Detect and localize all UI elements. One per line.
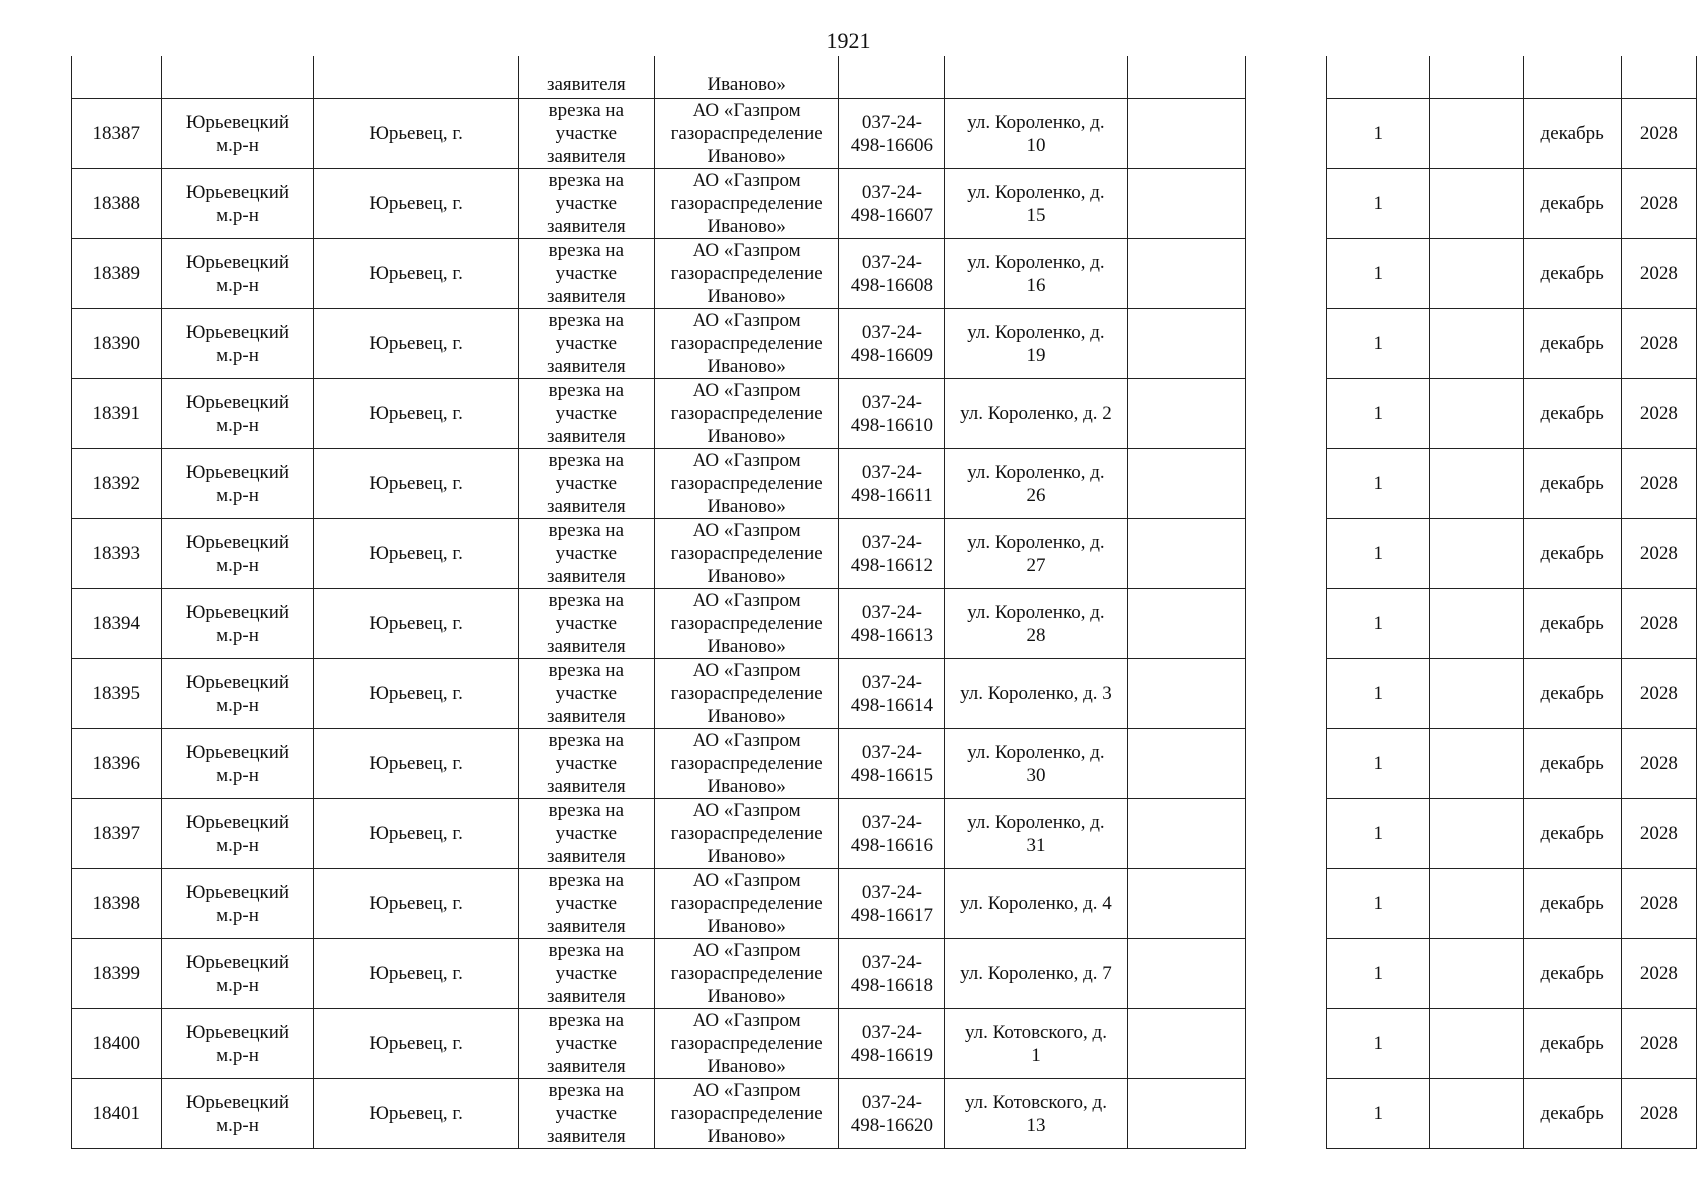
cell-address: ул. Короленко, д. 31: [945, 799, 1127, 869]
cell-empty: [1127, 939, 1245, 1009]
cell-year: 2028: [1621, 869, 1696, 939]
cell-year: 2028: [1621, 309, 1696, 379]
cell-month: декабрь: [1523, 309, 1621, 379]
cell-district: Юрьевецкий м.р-н: [161, 729, 314, 799]
cell-gap: [1245, 309, 1327, 379]
cell-code: 037-24- 498-16619: [839, 1009, 945, 1079]
cell-month: декабрь: [1523, 239, 1621, 309]
cell-address: ул. Короленко, д. 7: [945, 939, 1127, 1009]
cell-code: 037-24- 498-16617: [839, 869, 945, 939]
cell-district: Юрьевецкий м.р-н: [161, 239, 314, 309]
cell-gap: [1245, 449, 1327, 519]
cell-gap: [1245, 729, 1327, 799]
cell-month: декабрь: [1523, 659, 1621, 729]
cell-year: 2028: [1621, 519, 1696, 589]
cell-connection: врезка на участке заявителя: [518, 869, 654, 939]
cell-town: Юрьевец, г.: [314, 659, 518, 729]
cell-code: 037-24- 498-16614: [839, 659, 945, 729]
cell-num: 18387: [72, 99, 162, 169]
cell-qty: [1327, 56, 1430, 99]
cell-empty: [1430, 99, 1524, 169]
cell-connection: врезка на участке заявителя: [518, 239, 654, 309]
cell-town: Юрьевец, г.: [314, 449, 518, 519]
cell-connection: врезка на участке заявителя: [518, 939, 654, 1009]
cell-org: АО «Газпром газораспределение Иваново»: [654, 169, 839, 239]
cell-connection: врезка на участке заявителя: [518, 519, 654, 589]
cell-connection: врезка на участке заявителя: [518, 1009, 654, 1079]
cell-connection: врезка на участке заявителя: [518, 589, 654, 659]
table-row: [72, 869, 1697, 939]
table-row: [72, 169, 1697, 239]
cell-year: 2028: [1621, 169, 1696, 239]
cell-qty: 1: [1327, 519, 1430, 589]
cell-town: Юрьевец, г.: [314, 169, 518, 239]
cell-empty: [1430, 659, 1524, 729]
cell-connection: врезка на участке заявителя: [518, 99, 654, 169]
cell-connection: врезка на участке заявителя: [518, 659, 654, 729]
cell-month: [1523, 56, 1621, 99]
cell-year: 2028: [1621, 659, 1696, 729]
cell-empty: [1430, 169, 1524, 239]
cell-org: АО «Газпром газораспределение Иваново»: [654, 449, 839, 519]
cell-address: ул. Короленко, д. 26: [945, 449, 1127, 519]
cell-empty: [1127, 449, 1245, 519]
cell-empty: [1430, 589, 1524, 659]
cell-year: 2028: [1621, 1079, 1696, 1149]
cell-year: 2028: [1621, 589, 1696, 659]
cell-num: 18390: [72, 309, 162, 379]
cell-district: Юрьевецкий м.р-н: [161, 449, 314, 519]
cell-gap: [1245, 869, 1327, 939]
cell-year: [1621, 56, 1696, 99]
cell-empty: [1127, 869, 1245, 939]
continuation-row: [72, 56, 1697, 99]
gas-connection-table: [71, 56, 1697, 1149]
cell-connection: врезка на участке заявителя: [518, 729, 654, 799]
table-row: [72, 519, 1697, 589]
cell-connection: врезка на участке заявителя: [518, 1079, 654, 1149]
cell-org: АО «Газпром газораспределение Иваново»: [654, 309, 839, 379]
cell-code: 037-24- 498-16620: [839, 1079, 945, 1149]
table-row: [72, 99, 1697, 169]
cell-empty: [1127, 589, 1245, 659]
cell-num: 18400: [72, 1009, 162, 1079]
cell-month: декабрь: [1523, 1009, 1621, 1079]
cell-month: декабрь: [1523, 869, 1621, 939]
cell-qty: 1: [1327, 239, 1430, 309]
cell-empty: [1430, 379, 1524, 449]
cell-num: 18397: [72, 799, 162, 869]
cell-num: 18401: [72, 1079, 162, 1149]
table-row: [72, 1009, 1697, 1079]
cell-qty: 1: [1327, 379, 1430, 449]
cell-district: Юрьевецкий м.р-н: [161, 379, 314, 449]
cell-month: декабрь: [1523, 99, 1621, 169]
cell-town: Юрьевец, г.: [314, 1009, 518, 1079]
cell-district: Юрьевецкий м.р-н: [161, 169, 314, 239]
table-row: [72, 239, 1697, 309]
cell-gap: [1245, 519, 1327, 589]
cell-gap: [1245, 169, 1327, 239]
table-row: [72, 309, 1697, 379]
cell-year: 2028: [1621, 1009, 1696, 1079]
cell-org: Иваново»: [654, 56, 839, 99]
cell-town: Юрьевец, г.: [314, 799, 518, 869]
cell-empty: [1430, 56, 1524, 99]
cell-empty: [1127, 169, 1245, 239]
cell-org: АО «Газпром газораспределение Иваново»: [654, 99, 839, 169]
cell-district: Юрьевецкий м.р-н: [161, 589, 314, 659]
cell-gap: [1245, 799, 1327, 869]
cell-district: Юрьевецкий м.р-н: [161, 1009, 314, 1079]
table-row: [72, 799, 1697, 869]
cell-org: АО «Газпром газораспределение Иваново»: [654, 799, 839, 869]
cell-month: декабрь: [1523, 799, 1621, 869]
cell-code: 037-24- 498-16616: [839, 799, 945, 869]
cell-code: 037-24- 498-16609: [839, 309, 945, 379]
table-row: [72, 589, 1697, 659]
cell-qty: 1: [1327, 729, 1430, 799]
cell-org: АО «Газпром газораспределение Иваново»: [654, 519, 839, 589]
cell-num: [72, 56, 162, 99]
cell-district: Юрьевецкий м.р-н: [161, 1079, 314, 1149]
cell-num: 18392: [72, 449, 162, 519]
cell-qty: 1: [1327, 99, 1430, 169]
cell-org: АО «Газпром газораспределение Иваново»: [654, 1009, 839, 1079]
cell-year: 2028: [1621, 449, 1696, 519]
cell-district: Юрьевецкий м.р-н: [161, 99, 314, 169]
cell-gap: [1245, 1079, 1327, 1149]
cell-num: 18396: [72, 729, 162, 799]
cell-month: декабрь: [1523, 519, 1621, 589]
cell-gap: [1245, 589, 1327, 659]
cell-address: ул. Котовского, д. 13: [945, 1079, 1127, 1149]
cell-month: декабрь: [1523, 729, 1621, 799]
cell-district: Юрьевецкий м.р-н: [161, 309, 314, 379]
cell-num: 18394: [72, 589, 162, 659]
cell-empty: [1430, 939, 1524, 1009]
cell-empty: [1127, 1009, 1245, 1079]
cell-town: Юрьевец, г.: [314, 309, 518, 379]
cell-connection: врезка на участке заявителя: [518, 799, 654, 869]
table-row: [72, 659, 1697, 729]
cell-year: 2028: [1621, 799, 1696, 869]
cell-month: декабрь: [1523, 1079, 1621, 1149]
cell-district: Юрьевецкий м.р-н: [161, 519, 314, 589]
cell-empty: [1127, 56, 1245, 99]
cell-connection: заявителя: [518, 56, 654, 99]
cell-town: Юрьевец, г.: [314, 939, 518, 1009]
cell-num: 18395: [72, 659, 162, 729]
cell-town: Юрьевец, г.: [314, 99, 518, 169]
cell-empty: [1127, 799, 1245, 869]
cell-empty: [1127, 99, 1245, 169]
table-row: [72, 939, 1697, 1009]
cell-year: 2028: [1621, 729, 1696, 799]
cell-code: 037-24- 498-16618: [839, 939, 945, 1009]
cell-code: 037-24- 498-16607: [839, 169, 945, 239]
cell-address: ул. Короленко, д. 19: [945, 309, 1127, 379]
cell-org: АО «Газпром газораспределение Иваново»: [654, 939, 839, 1009]
cell-month: декабрь: [1523, 939, 1621, 1009]
cell-town: Юрьевец, г.: [314, 589, 518, 659]
cell-empty: [1127, 239, 1245, 309]
cell-num: 18399: [72, 939, 162, 1009]
cell-gap: [1245, 56, 1327, 99]
cell-empty: [1127, 1079, 1245, 1149]
cell-code: 037-24- 498-16613: [839, 589, 945, 659]
cell-code: 037-24- 498-16606: [839, 99, 945, 169]
cell-empty: [1127, 729, 1245, 799]
cell-gap: [1245, 239, 1327, 309]
cell-gap: [1245, 1009, 1327, 1079]
cell-address: ул. Короленко, д. 10: [945, 99, 1127, 169]
cell-empty: [1430, 799, 1524, 869]
cell-num: 18391: [72, 379, 162, 449]
cell-org: АО «Газпром газораспределение Иваново»: [654, 659, 839, 729]
cell-qty: 1: [1327, 1009, 1430, 1079]
cell-gap: [1245, 659, 1327, 729]
cell-town: Юрьевец, г.: [314, 869, 518, 939]
cell-town: Юрьевец, г.: [314, 379, 518, 449]
cell-qty: 1: [1327, 659, 1430, 729]
table-row: [72, 449, 1697, 519]
cell-empty: [1127, 659, 1245, 729]
cell-num: 18389: [72, 239, 162, 309]
cell-empty: [1430, 1079, 1524, 1149]
cell-district: Юрьевецкий м.р-н: [161, 659, 314, 729]
cell-gap: [1245, 379, 1327, 449]
cell-num: 18398: [72, 869, 162, 939]
cell-month: декабрь: [1523, 379, 1621, 449]
cell-month: декабрь: [1523, 449, 1621, 519]
cell-empty: [1127, 309, 1245, 379]
cell-empty: [1127, 379, 1245, 449]
cell-qty: 1: [1327, 309, 1430, 379]
cell-code: 037-24- 498-16612: [839, 519, 945, 589]
cell-code: 037-24- 498-16615: [839, 729, 945, 799]
cell-org: АО «Газпром газораспределение Иваново»: [654, 869, 839, 939]
cell-qty: 1: [1327, 449, 1430, 519]
cell-address: ул. Короленко, д. 28: [945, 589, 1127, 659]
cell-empty: [1430, 449, 1524, 519]
table-row: [72, 1079, 1697, 1149]
cell-town: [314, 56, 518, 99]
cell-district: [161, 56, 314, 99]
cell-district: Юрьевецкий м.р-н: [161, 869, 314, 939]
cell-num: 18388: [72, 169, 162, 239]
table-row: [72, 729, 1697, 799]
cell-address: ул. Короленко, д. 27: [945, 519, 1127, 589]
cell-qty: 1: [1327, 169, 1430, 239]
cell-year: 2028: [1621, 239, 1696, 309]
cell-org: АО «Газпром газораспределение Иваново»: [654, 729, 839, 799]
cell-org: АО «Газпром газораспределение Иваново»: [654, 379, 839, 449]
cell-address: ул. Короленко, д. 4: [945, 869, 1127, 939]
cell-address: ул. Короленко, д. 15: [945, 169, 1127, 239]
cell-month: декабрь: [1523, 169, 1621, 239]
cell-connection: врезка на участке заявителя: [518, 169, 654, 239]
cell-gap: [1245, 99, 1327, 169]
cell-code: 037-24- 498-16611: [839, 449, 945, 519]
cell-org: АО «Газпром газораспределение Иваново»: [654, 589, 839, 659]
cell-qty: 1: [1327, 939, 1430, 1009]
cell-num: 18393: [72, 519, 162, 589]
cell-empty: [1430, 309, 1524, 379]
table-row: [72, 379, 1697, 449]
cell-empty: [1127, 519, 1245, 589]
cell-empty: [1430, 869, 1524, 939]
cell-org: АО «Газпром газораспределение Иваново»: [654, 1079, 839, 1149]
cell-connection: врезка на участке заявителя: [518, 379, 654, 449]
cell-code: 037-24- 498-16608: [839, 239, 945, 309]
cell-address: ул. Котовского, д. 1: [945, 1009, 1127, 1079]
cell-empty: [1430, 1009, 1524, 1079]
cell-gap: [1245, 939, 1327, 1009]
cell-address: ул. Короленко, д. 2: [945, 379, 1127, 449]
cell-code: 037-24- 498-16610: [839, 379, 945, 449]
cell-address: ул. Короленко, д. 3: [945, 659, 1127, 729]
cell-town: Юрьевец, г.: [314, 519, 518, 589]
cell-code: [839, 56, 945, 99]
cell-empty: [1430, 519, 1524, 589]
cell-year: 2028: [1621, 939, 1696, 1009]
cell-connection: врезка на участке заявителя: [518, 449, 654, 519]
cell-month: декабрь: [1523, 589, 1621, 659]
cell-empty: [1430, 239, 1524, 309]
cell-qty: 1: [1327, 869, 1430, 939]
cell-qty: 1: [1327, 1079, 1430, 1149]
cell-town: Юрьевец, г.: [314, 239, 518, 309]
cell-town: Юрьевец, г.: [314, 729, 518, 799]
cell-district: Юрьевецкий м.р-н: [161, 939, 314, 1009]
cell-district: Юрьевецкий м.р-н: [161, 799, 314, 869]
cell-qty: 1: [1327, 799, 1430, 869]
cell-address: ул. Короленко, д. 30: [945, 729, 1127, 799]
cell-year: 2028: [1621, 379, 1696, 449]
cell-connection: врезка на участке заявителя: [518, 309, 654, 379]
cell-address: [945, 56, 1127, 99]
page-number: 1921: [826, 28, 871, 53]
cell-year: 2028: [1621, 99, 1696, 169]
cell-org: АО «Газпром газораспределение Иваново»: [654, 239, 839, 309]
cell-qty: 1: [1327, 589, 1430, 659]
cell-address: ул. Короленко, д. 16: [945, 239, 1127, 309]
cell-town: Юрьевец, г.: [314, 1079, 518, 1149]
cell-empty: [1430, 729, 1524, 799]
